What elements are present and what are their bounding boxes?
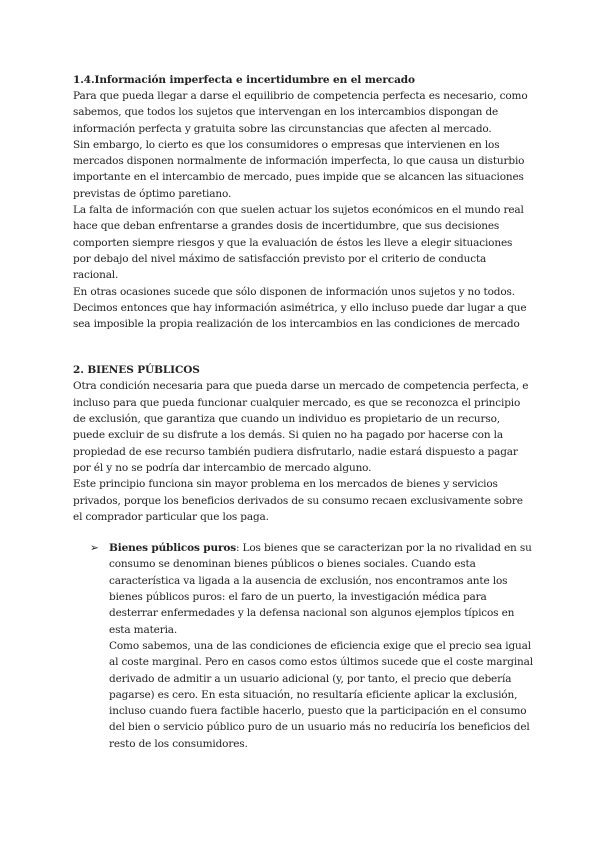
bullet-continuation: Como sabemos, una de las condiciones de eficiencia exige que el precio sea igual al coste marginal. Pero en casos como estos últimos sucede que el coste marginal derivado de admitir a un usuario adicional (y, por tanto, el precio que debería pagarse) es cero. En esta situación, no resultaría eficiente aplicar la exclusión, incluso cuando fuera factible hacerlo, puesto que la participación en el consumo del bien o servicio público puro de un usuario más no reduciría los beneficios del resto de los consumidores. [109,639,533,750]
bullet-text: : Los bienes que se caracterizan por la no rivalidad en su consumo se denominan bienes públicos o bienes sociales. Cuando esta característica va ligada a la ausencia de exclusión, nos encontramos ante los bienes públicos puros: el faro de un puerto, la investigación médica para desterrar enfermedades y la defensa nacional son algunos ejemplos típicos en esta materia. [109,542,532,636]
paragraph: Para que pueda llegar a darse el equilibrio de competencia perfecta es necesario, como sabemos, que todos los sujetos que intervengan en los intercambios dispongan de información perfecta y gratuita sobre las circunstancias que afecten al mercado. [73,90,528,135]
paragraph: Este principio funciona sin mayor problema en los mercados de bienes y servicios privados, porque los beneficios derivados de su consumo recaen exclusivamente sobre el comprador particular que los paga. [73,478,523,523]
bullet-item-bienes-publicos-puros [73,540,533,752]
document-page [73,72,533,752]
bullet-term: Bienes públicos puros [109,542,236,555]
paragraph: Otra condición necesaria para que pueda darse un mercado de competencia perfecta, e incluso para que pueda funcionar cualquier mercado, es que se reconozca el principio de exclusión, que garantiza que cuando un individuo es propietario de un recurso, puede excluir de su disfrute a los demás. Si quien no ha pagado por hacerse con la propiedad de ese recurso también pudiera disfrutarlo, nadie estará dispuesto a pagar por él y no se podría dar intercambio de mercado alguno. [73,380,529,474]
section-title-informacion-imperfecta: 1.4.Información imperfecta e incertidumbre en el mercado [73,74,415,86]
section-gap [73,332,533,362]
paragraph: Sin embargo, lo cierto es que los consumidores o empresas que intervienen en los mercados disponen normalmente de información imperfecta, lo que causa un disturbio importante en el intercambio de mercado, pues impide que se alcancen las situaciones previstas de óptimo paretiano. [73,138,525,200]
paragraph: En otras ocasiones sucede que sólo disponen de información unos sujetos y no todos. Decimos entonces que hay información asimétrica, y ello incluso puede dar lugar a que sea imposible la propia realización de los intercambios en las condiciones de mercado [73,285,527,331]
arrow-bullet-icon: ➢ [90,542,99,555]
section-title-bienes-publicos: 2. BIENES PÚBLICOS [73,364,200,377]
paragraph: La falta de información con que suelen actuar los sujetos económicos en el mundo real hace que deban enfrentarse a grandes dosis de incertidumbre, que sus decisiones comporten siempre riesgos y que la evaluación de éstos les lleve a elegir situaciones por debajo del nivel máximo de satisfacción previsto por el criterio de conducta racional. [73,204,524,282]
bullet-paragraph [109,540,533,638]
